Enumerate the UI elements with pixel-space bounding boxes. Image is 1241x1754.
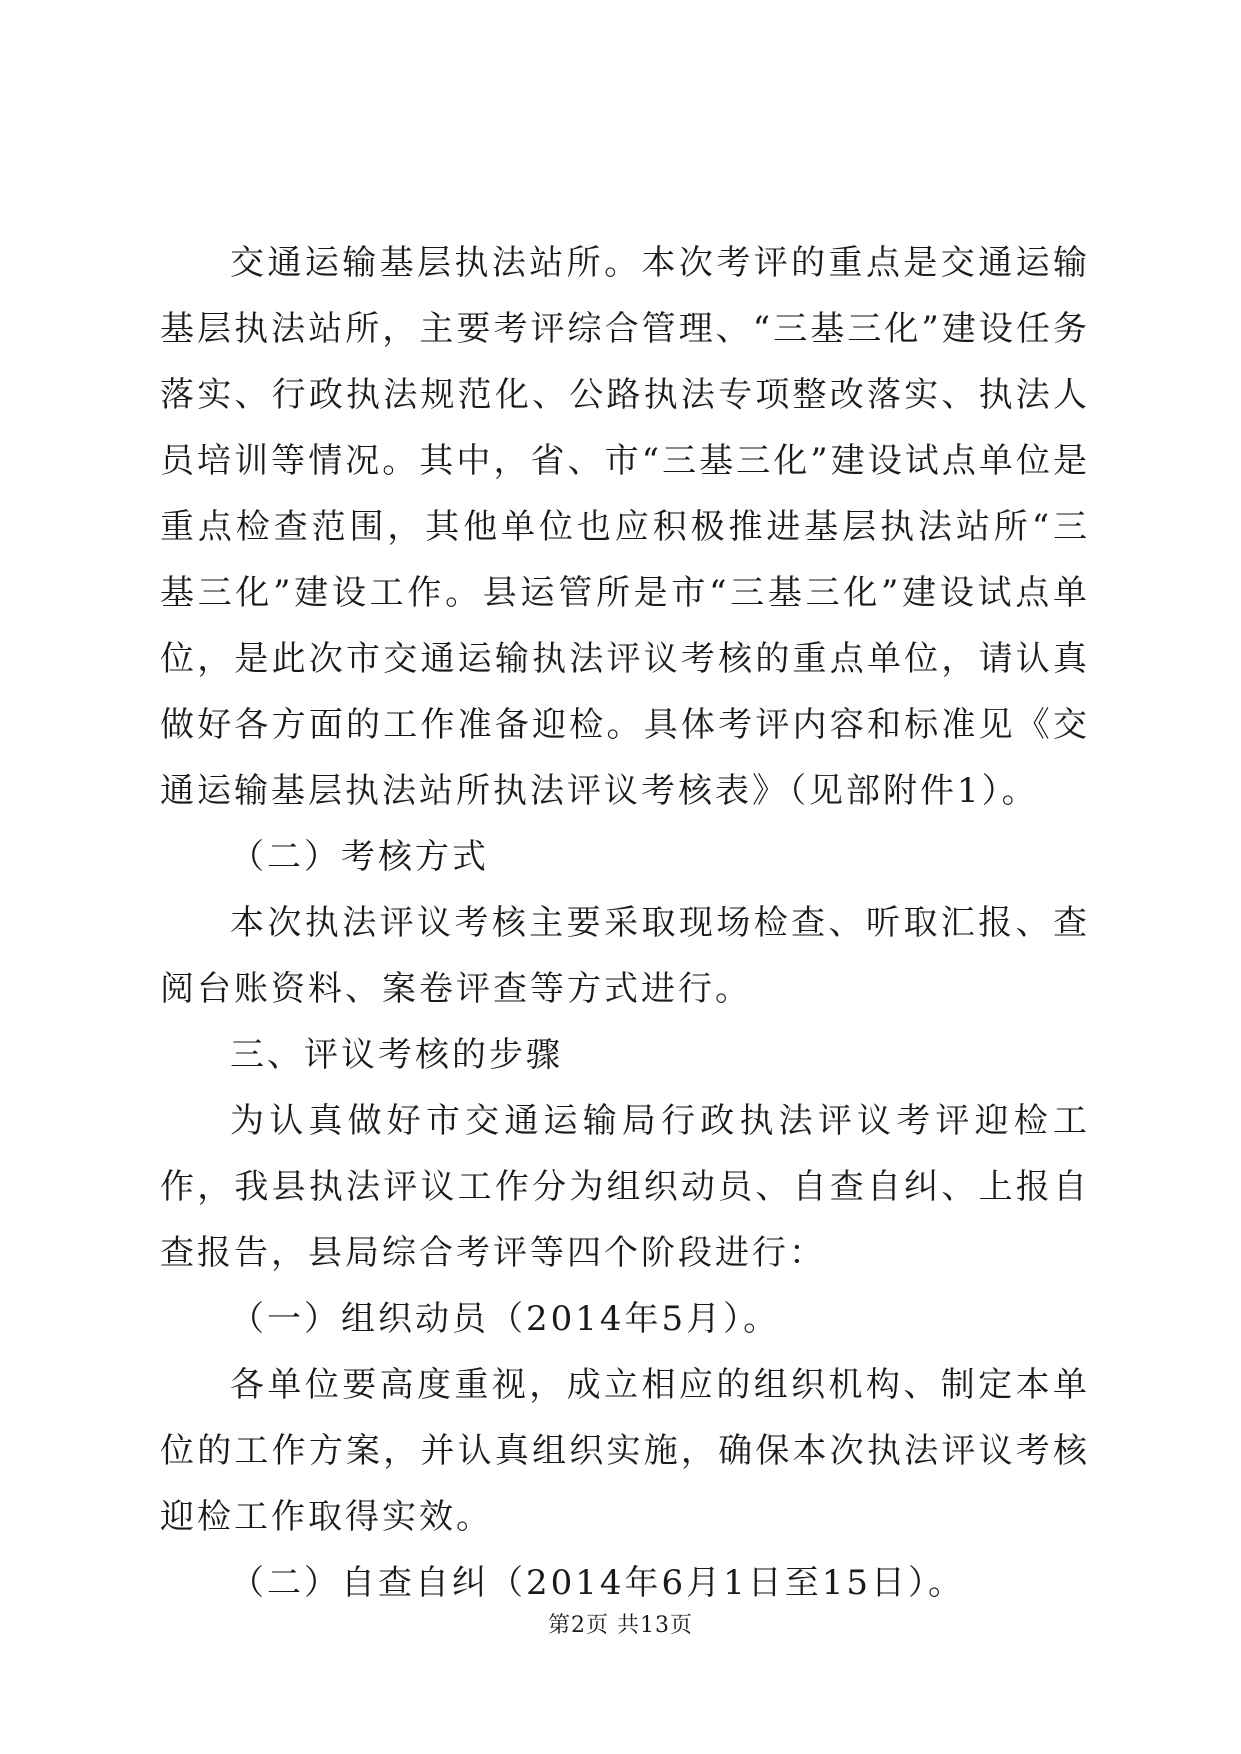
- heading-self-inspection: （二）自查自纠（2014年6月1日至15日）。: [230, 1563, 966, 1603]
- heading-assessment-steps: 三、评议考核的步骤: [230, 1035, 563, 1075]
- paragraph-assessment-method: 本次执法评议考核主要采取现场检查、听取汇报、查阅台账资料、案卷评查等方式进行。: [160, 903, 1090, 1009]
- paragraph-law-enforcement-stations: 交通运输基层执法站所。本次考评的重点是交通运输基层执法站所，主要考评综合管理、“三基三化”建设任务落实、行政执法规范化、公路执法专项整改落实、执法人员培训等情况。其中，省、市“三基三化”建设试点单位是重点检查范围，其他单位也应积极推进基层执法站所“三基三化”建设工作。县运管所是市“三基三化”建设试点单位，是此次市交通运输执法评议考核的重点单位，请认真做好各方面的工作准备迎检。具体考评内容和标准见《交通运输基层执法站所执法评议考核表》（见部附件1）。: [160, 243, 1090, 811]
- page-number-footer: 第2页 共13页: [548, 1613, 693, 1638]
- paragraph-assessment-stages: 为认真做好市交通运输局行政执法评议考评迎检工作，我县执法评议工作分为组织动员、自查自纠、上报自查报告，县局综合考评等四个阶段进行：: [160, 1101, 1090, 1273]
- heading-assessment-method: （二）考核方式: [230, 837, 489, 877]
- heading-mobilization: （一）组织动员（2014年5月）。: [230, 1299, 781, 1339]
- paragraph-mobilization: 各单位要高度重视，成立相应的组织机构、制定本单位的工作方案，并认真组织实施，确保本次执法评议考核迎检工作取得实效。: [160, 1365, 1090, 1537]
- document-body: [160, 230, 1090, 1616]
